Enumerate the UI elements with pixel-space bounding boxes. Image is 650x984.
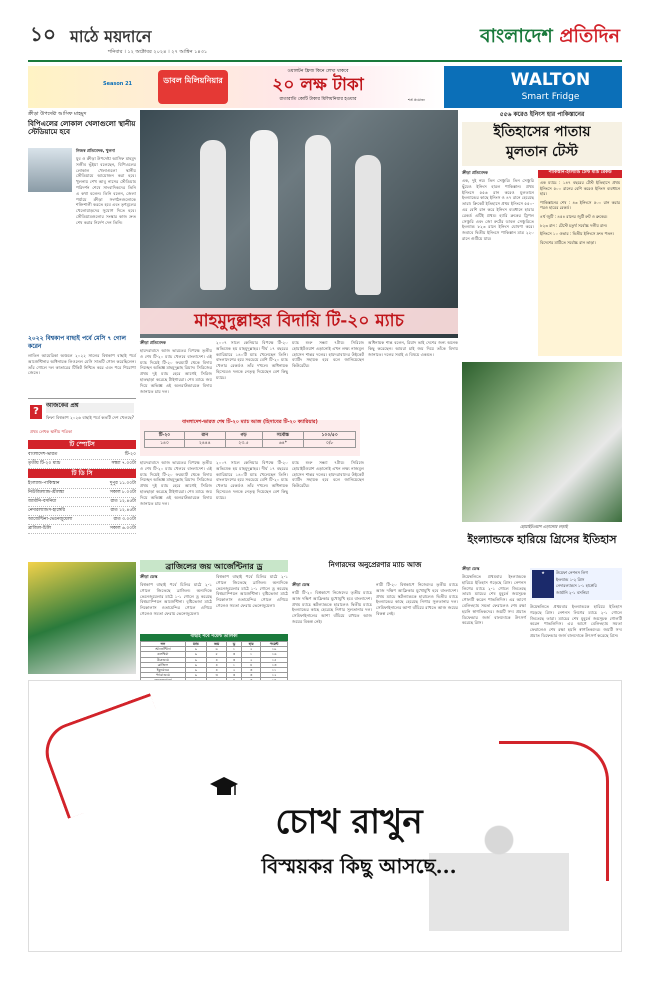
quiz-box [28, 398, 136, 438]
points-table-header: জয় [207, 642, 227, 647]
pakistan-body: এক, দুই নয়। তিন সেঞ্চুরি। তিন সেঞ্চুরি ছুঁয়েও ইনিংস হারল পাকিস্তান। প্রথম ইনিংসে ৫৫৬ রান করেও মুলতানে ইংল্যান্ডের কাছে ইনিংস ও ৪৭ রানে হেরেছে তারা। ক্রিকেট ইতিহাসে প্রথম ইনিংসে ৫৫০-এর বেশি রান করে ইনিংস ব্যবধানে হারার রেকর্ড এটিই প্রথম। হ্যারি ব্রুকের ট্রিপল সেঞ্চুরি এবং জো রুটের ডাবল সেঞ্চুরিতে ইংল্যান্ড ৮২৩ রানে ইনিংস ঘোষণা করে। জবাবে দ্বিতীয় ইনিংসে পাকিস্তান মাত্র ২২০ রানে গুটিয়ে যায়। [462, 178, 536, 241]
ad-note: শর্ত প্রযোজ্য [408, 98, 426, 102]
pakistan-headline[interactable] [462, 122, 622, 166]
nigar-body: নারী টি-২০ বিশ্বকাপে নিজেদের তৃতীয় ম্যাচে আজ দক্ষিণ আফ্রিকার মুখোমুখি হবে বাংলাদেশ। প্রথম ম্যাচে স্কটল্যান্ডকে হারালেও দ্বিতীয় ম্যাচে ইংল্যান্ডের কাছে হেরেছে নিগার সুলতানার দল। সেমিফাইনালের আশা বাঁচিয়ে রাখতে আজ জয়ের বিকল্প নেই। [292, 590, 374, 624]
points-table-cell: প্যারাগুয়ে [141, 673, 186, 678]
points-table-header: ম্যাচ [185, 642, 206, 647]
messi-headline[interactable]: ২০২২ বিশ্বকাপ বাছাই পর্বে মেসি ৭ গোল করেন [28, 335, 126, 350]
photo-figure-1 [200, 140, 226, 290]
tv-row-match: বাংলাদেশ-ভারত [28, 452, 58, 457]
points-table-cell: ৯ [185, 662, 206, 667]
tv-row [28, 498, 136, 507]
ad-badge [158, 70, 228, 104]
points-table-cell: ৯ [185, 673, 206, 678]
tv-row-match: নিউজিল্যান্ড-শ্রীলঙ্কা [28, 490, 65, 495]
points-table [140, 641, 288, 684]
tv-row [28, 489, 136, 498]
career-table-cell: ২৩.৫ [225, 440, 262, 448]
ad-headline: ২০ লক্ষ টাকা [272, 75, 364, 95]
logo-part2: প্রতিদিন [559, 25, 620, 47]
photo-figure-3 [305, 135, 331, 290]
tv-title-2: টি ডি সি [28, 469, 136, 478]
career-table-header: সর্বোচ্চ [262, 432, 304, 440]
mahmudullah-photo [140, 110, 458, 338]
header-rule [28, 60, 622, 62]
points-table-cell: ১ [227, 647, 242, 652]
bottom-ad-line2: বিস্ময়কর কিছু আসছে... [261, 854, 457, 878]
tv-row [28, 451, 136, 460]
ad-badge-season: Season 21 [103, 81, 133, 87]
pakistan-headline-2: মুলতান টেস্ট [505, 144, 578, 160]
newspaper-logo[interactable] [450, 25, 620, 60]
tv-row-time: রাত ১২.৪৫টা [110, 499, 136, 504]
career-table-cell: ৬৪* [262, 440, 304, 448]
nigar-headline[interactable]: নিগারদের অনুপ্রেরণার ম্যাচ আজ [328, 560, 422, 569]
career-table-header: টি-২০ [145, 432, 185, 440]
points-table-cell: ৪ [207, 657, 227, 662]
tv-row-time: রাত ১২.৪৫টা [110, 508, 136, 513]
pakistan-kicker: ৫৫৬ করেও ইনিংস হার পাকিস্তানের [499, 111, 585, 118]
points-table-cell: ১৩ [261, 662, 288, 667]
tv-row-time: দুপুর ১১.০০টা [109, 481, 136, 486]
mahmudullah-body-6: ২০০৭ সালে কেনিয়ার বিপক্ষে টি-২০ অভিষেক হয় মাহমুদুল্লাহর। দীর্ঘ ১৭ বছরের ক্যারিয়ারে ১৪০টি ম্যাচ খেলেছেন তিনি। বাংলাদেশের হয়ে সবচেয়ে বেশি টি-২০ ম্যাচ খেলার রেকর্ডও তাঁর দখলে। অধিনায়ক হিসেবেও দলকে নেতৃত্ব দিয়েছেন বেশ কিছু ম্যাচে। [216, 460, 290, 500]
pakistan-record-items [540, 180, 620, 354]
brazil-headline[interactable]: ব্রাজিলের জয় আর্জেন্টিনার ড্র [140, 560, 288, 572]
tv-row [28, 460, 136, 469]
points-table-header: ড্র [227, 642, 242, 647]
points-table-cell: ব্রাজিল [141, 662, 186, 667]
tv-row [28, 516, 136, 525]
career-table-cell: ০/৮ [304, 440, 356, 448]
tv-rows-2 [28, 480, 136, 560]
left-story-byline: নিজস্ব প্রতিবেদক, খুলনা [76, 148, 115, 153]
mahmudullah-body-2: ২০০৭ সালে কেনিয়ার বিপক্ষে টি-২০ অভিষেক হয় মাহমুদুল্লাহর। দীর্ঘ ১৭ বছরের ক্যারিয়ারে ১৪০টি ম্যাচ খেলেছেন তিনি। বাংলাদেশের হয়ে সবচেয়ে বেশি টি-২০ ম্যাচ খেলার রেকর্ডও তাঁর দখলে। অধিনায়ক হিসেবেও দলকে নেতৃত্ব দিয়েছেন বেশ কিছু ম্যাচে। [216, 340, 290, 380]
greece-result-line: নেদারল্যান্ডস ১-১ হাঙ্গেরি [556, 583, 597, 588]
quiz-label: আজকের প্রশ্ন [46, 403, 134, 413]
pakistan-record-item: পাকিস্তানের শেষ : ৪৩ ইনিংসে ৫০০ রান করার পরও হারের রেকর্ড। [540, 199, 620, 211]
points-table-cell: ৯ [185, 657, 206, 662]
tv-row-match: তৃতীয় টি-২০ ম্যাচ [28, 461, 61, 466]
points-table-cell: ৯ [185, 652, 206, 657]
points-table-header: দল [141, 642, 186, 647]
photo-caption: হোয়াইটওয়াশ এড়ানোর লড়াই [520, 524, 568, 529]
tv-row-match: জার্মানি-বসনিয়া [28, 499, 57, 504]
points-table-cell: ১৯ [261, 647, 288, 652]
pakistan-record-item: ৮২৩ রান : টেস্টে চতুর্থ সর্বোচ্চ দলীয় রান। [540, 222, 608, 228]
greece-headline[interactable]: ইংল্যান্ডকে হারিয়ে গ্রিসের ইতিহাস [467, 533, 617, 546]
section-title: মাঠে ময়দানে [70, 27, 152, 46]
greece-body-2: উয়েম্বলিতে প্রথমবার ইংল্যান্ডকে হারিয়ে ইতিহাস গড়েছে গ্রিস। নেশনস লিগের ম্যাচে ২-১ গোলে জিতেছে তারা। ম্যাচের শেষ মুহূর্তে জয়সূচক গোলটি করেন পাভলিদিস। এর আগে বেলিংহ্যাম সমতা ফেরালেও শেষ রক্ষা হয়নি স্বাগতিকদের। জয়টি সদ্য প্রয়াত ডিফেন্ডার জর্জ বালদোকে উৎসর্গ করেছে গ্রিস। [530, 604, 624, 638]
tv-schedule [28, 440, 136, 560]
ad-tagline: ওয়ালটন ফ্রিজ কিনে লেখা থাকবে [287, 69, 349, 74]
left-story-headline[interactable]: বিপিএলের লোকাল খেলাগুলো স্থানীয় স্টেডিয়ামে হবে [28, 119, 136, 136]
ad-brand: WALTON [510, 70, 591, 90]
tv-row-time: সকাল ৬.০০টা [109, 526, 136, 531]
tv-row-time: সকাল ৮.০০টা [109, 490, 136, 495]
points-table-cell: ১৬ [261, 652, 288, 657]
left-story [28, 112, 136, 332]
points-table-cell: ৬ [207, 647, 227, 652]
greece-result-line: জার্মানি ২-১ বসনিয়া [556, 589, 589, 595]
ad-product: Smart Fridge [521, 92, 580, 102]
tv-row [28, 507, 136, 516]
quiz-question: ফিফা বিশ্বকাপ ২০২৬ বাছাই পর্বে কতটি দেশ খেলছে? [46, 415, 134, 420]
bottom-advertisement[interactable] [28, 680, 622, 952]
points-table-cell: ৫ [207, 652, 227, 657]
points-table-cell: আর্জেন্টিনা [141, 647, 186, 652]
greece-byline: ক্রীড়া ডেস্ক [462, 566, 480, 571]
greece-result-line: ইংল্যান্ড ১-২ গ্রিস [556, 576, 585, 582]
tv-title-1: টি স্পোর্টস [28, 440, 136, 449]
points-table-cell: ৯ [185, 668, 206, 673]
england-team-photo [462, 362, 622, 522]
tv-rows-1 [28, 451, 136, 467]
brazil-body-2: বিশ্বকাপ বাছাই পর্বে চিলির মাঠে ২-১ গোলে জিতেছে ব্রাজিল। অন্যদিকে ভেনেজুয়েলার মাঠে ১-১ গোলে ড্র করেছে বিশ্বচ্যাম্পিয়ন আর্জেন্টিনা। বৃষ্টিভেজা মাঠে নিকোলাস ওতামেন্দির গোলে এগিয়ে গেলেও সমতা ফেরায় ভেনেজুয়েলা। [216, 574, 290, 608]
question-icon: ? [30, 405, 42, 419]
points-table-cell: উরুগুয়ে [141, 657, 186, 662]
points-table-cell: ৩ [227, 657, 242, 662]
points-table-cell: ৩ [242, 668, 261, 673]
greece-result-lines [556, 570, 620, 598]
points-table-header: পয়েন্ট [261, 642, 288, 647]
tv-row-time: রাত ৩.০০টা [113, 517, 136, 522]
career-table-cell: ২৪৪৪ [185, 440, 226, 448]
points-table-cell: ৪ [207, 662, 227, 667]
pakistan-record-box [538, 170, 622, 356]
decor-red-stroke-left [37, 693, 181, 819]
points-table-cell: ১ [242, 652, 261, 657]
points-table-cell: ৩ [242, 673, 261, 678]
points-table-cell: ৩ [227, 652, 242, 657]
points-table-cell: ৯ [185, 647, 206, 652]
career-table-header: রান [185, 432, 226, 440]
brazil-photo [28, 562, 136, 674]
left-story-kicker: ক্রীড়া উপদেষ্টা আসিফ মাহমুদ [28, 111, 87, 117]
nigar-byline: ক্রীড়া ডেস্ক [292, 582, 310, 587]
tv-row [28, 525, 136, 534]
points-table-cell: ২ [227, 668, 242, 673]
mahmudullah-headline[interactable]: মাহমুদুল্লাহর বিদায়ি টি-২০ ম্যাচ [140, 308, 458, 334]
tv-row [28, 480, 136, 489]
points-table-cell: ইকুয়েডর [141, 668, 186, 673]
points-table-cell: ২ [242, 657, 261, 662]
messi-body: লাতিন আমেরিকা অঞ্চলে ২০২২ সালের বিশ্বকাপ বাছাই পর্বে আর্জেন্টিনার অধিনায়ক লিওনেল মেসি সাতটি গোল করেছিলেন। তাঁর গোলে দল কাতারের টিকিট নিশ্চিত করে এবং পরে শিরোপা জেতে। [28, 353, 138, 376]
career-table [144, 431, 356, 448]
tv-row-match: আর্জেন্টিনা-ভেনেজুয়েলা [28, 517, 73, 522]
brazil-byline: ক্রীড়া ডেস্ক [140, 574, 158, 579]
pakistan-byline: ক্রীড়া প্রতিবেদক [462, 170, 488, 175]
mahmudullah-byline: ক্রীড়া প্রতিবেদক [140, 340, 166, 345]
mahmudullah-body-4: অধিনায়ক শান্ত বলেন, রিয়াদ ভাই দেশের জন্য অনেক কিছু করেছেন। আমরা চাই জয় দিয়ে তাঁকে বিদায় জানাতে। দলের সবাই এ বিষয়ে একমত। [368, 340, 460, 357]
points-table-cell: ১৫ [261, 657, 288, 662]
points-table-cell: ৪ [242, 662, 261, 667]
career-table-header: গড় [225, 432, 262, 440]
page-number: ১০ [30, 22, 56, 46]
greece-body: উয়েম্বলিতে প্রথমবার ইংল্যান্ডকে হারিয়ে ইতিহাস গড়েছে গ্রিস। নেশনস লিগের ম্যাচে ২-১ গোলে জিতেছে তারা। ম্যাচের শেষ মুহূর্তে জয়সূচক গোলটি করেন পাভলিদিস। এর আগে বেলিংহ্যাম সমতা ফেরালেও শেষ রক্ষা হয়নি স্বাগতিকদের। জয়টি সদ্য প্রয়াত ডিফেন্ডার জর্জ বালদোকে উৎসর্গ করেছে গ্রিস। [462, 574, 528, 626]
career-table-title: বাংলাদেশ-ভারত শেষ টি-২০ ম্যাচ আজ (হিসাবের টি-২০ ক্যারিয়ার) [182, 419, 318, 425]
logo-part1: বাংলাদেশ [479, 25, 553, 47]
ad-badge-text: ডাবল মিলিয়নিয়ার [163, 76, 223, 85]
nigar-body-2: নারী টি-২০ বিশ্বকাপে নিজেদের তৃতীয় ম্যাচে আজ দক্ষিণ আফ্রিকার মুখোমুখি হবে বাংলাদেশ। প্রথম ম্যাচে স্কটল্যান্ডকে হারালেও দ্বিতীয় ম্যাচে ইংল্যান্ডের কাছে হেরেছে নিগার সুলতানার দল। সেমিফাইনালের আশা বাঁচিয়ে রাখতে আজ জয়ের বিকল্প নেই। [376, 582, 460, 616]
tv-row-match: ইংল্যান্ড-পাকিস্তান [28, 481, 60, 486]
photo-figure-4 [355, 155, 381, 295]
tv-row-time: সন্ধ্যা ৭.০০টা [111, 461, 136, 466]
career-table-header: ১০০/৫০ [304, 432, 356, 440]
career-table-cell: ১৪০ [145, 440, 185, 448]
tv-row-match: ব্রাজিল-চিলি [28, 526, 52, 531]
mahmudullah-body-7: ম্যাচ শুরু সন্ধ্যা ৭টায়। সিরিজে হোয়াইটওয়াশ এড়ানোই এখন লক্ষ্য নাজমুল হোসেন শান্তর দলের। হায়দরাবাদের উইকেট ব্যাটিং সহায়ক হবে বলে জানিয়েছেন কিউরেটর। [292, 460, 366, 489]
points-table-header: হার [242, 642, 261, 647]
points-table-cell: ৩ [227, 673, 242, 678]
photo-figure-2 [250, 130, 278, 290]
points-table-cell: ২ [242, 647, 261, 652]
brazil-body: বিশ্বকাপ বাছাই পর্বে চিলির মাঠে ২-১ গোলে জিতেছে ব্রাজিল। অন্যদিকে ভেনেজুয়েলার মাঠে ১-১ গোলে ড্র করেছে বিশ্বচ্যাম্পিয়ন আর্জেন্টিনা। বৃষ্টিভেজা মাঠে নিকোলাস ওতামেন্দির গোলে এগিয়ে গেলেও সমতা ফেরায় ভেনেজুয়েলা। [140, 582, 214, 616]
left-story-body: যুব ও ক্রীড়া উপদেষ্টা আসিফ মাহমুদ সজীব ভূঁইয়া বলেছেন, বিপিএলের লোকাল খেলাগুলো স্থানীয় স্টেডিয়ামে আয়োজন করা হবে। খুলনায় শেখ আবু নাসের স্টেডিয়াম পরিদর্শন শেষে সাংবাদিকদের তিনি এ কথা বলেন। তিনি বলেন, জেলা পর্যায়ে ক্রীড়া সংগঠনগুলোকে শক্তিশালী করতে হবে এবং তৃণমূলের খেলোয়াড়দের সুযোগ দিতে হবে। স্টেডিয়ামগুলোর সংস্কার কাজ দ্রুত শেষ করার নির্দেশ দেন তিনি। [76, 156, 138, 225]
points-table-cell: ৩ [207, 673, 227, 678]
tv-row-time: টি-২০ [124, 452, 136, 457]
mahmudullah-body-1: হায়দরাবাদে আজ ভারতের বিপক্ষে তৃতীয় ও শেষ টি-২০ ম্যাচ খেলবে বাংলাদেশ। এই ম্যাচ দিয়েই টি-২০ ফরম্যাট থেকে বিদায় নিচ্ছেন অভিজ্ঞ মাহমুদুল্লাহ রিয়াদ। সিরিজের প্রথম দুই ম্যাচ হেরে আগেই সিরিজ হাতছাড়া করেছে টাইগাররা। শেষ ম্যাচে জয় দিয়ে অভিজ্ঞ এই অলরাউন্ডারকে বিদায় জানাতে চায় দল। [140, 348, 214, 394]
greece-result-box [530, 568, 622, 600]
pakistan-record-item: বিদেশের মাটিতে সর্বোচ্চ রান তাড়া। [540, 239, 596, 245]
points-table-cell: ৪ [207, 668, 227, 673]
mahmudullah-body-5: হায়দরাবাদে আজ ভারতের বিপক্ষে তৃতীয় ও শেষ টি-২০ ম্যাচ খেলবে বাংলাদেশ। এই ম্যাচ দিয়েই টি-২০ ফরম্যাট থেকে বিদায় নিচ্ছেন অভিজ্ঞ মাহমুদুল্লাহ রিয়াদ। সিরিজের প্রথম দুই ম্যাচ হেরে আগেই সিরিজ হাতছাড়া করেছে টাইগাররা। শেষ ম্যাচে জয় দিয়ে অভিজ্ঞ এই অলরাউন্ডারকে বিদায় জানাতে চায় দল। [140, 460, 214, 506]
pakistan-record-item: ইনিংসে ১০ ওভার : দ্বিতীয় ইনিংসে দ্রুত পতন। [540, 231, 614, 237]
pakistan-record-title: পাকিস্তান-ইংল্যান্ড টেস্ট ম্যাচ রেকর্ড [538, 170, 622, 178]
pakistan-record-item: ৪র্থ জুটি : ৪৫৪ রানের জুটি রুট ও ব্রুকের। [540, 213, 608, 219]
tv-row-match: নেদারল্যান্ডস-হাঙ্গেরি [28, 508, 66, 513]
greece-result-line: উয়েফা নেশনস লিগ [556, 570, 588, 575]
top-advertisement[interactable] [28, 66, 622, 108]
points-table-cell: ১ [227, 662, 242, 667]
points-table-box [140, 634, 288, 678]
points-table-cell: ১২ [261, 673, 288, 678]
ad-tagline2: রাতারাতি কোটি টাকার মিলিয়নিয়ার হওয়ার [279, 97, 357, 102]
bottom-ad-line1: চোখ রাখুন [275, 802, 423, 842]
points-table-cell: কলম্বিয়া [141, 652, 186, 657]
date-line: শনিবার । ১২ অক্টোবর ২০২৪ । ২৭ আশ্বিন ১৪৩১ [108, 49, 208, 55]
mahmudullah-body-3: ম্যাচ শুরু সন্ধ্যা ৭টায়। সিরিজে হোয়াইটওয়াশ এড়ানোই এখন লক্ষ্য নাজমুল হোসেন শান্তর দলের। হায়দরাবাদের উইকেট ব্যাটিং সহায়ক হবে বলে জানিয়েছেন কিউরেটর। [292, 340, 366, 369]
career-table-box [140, 420, 360, 456]
nations-league-icon: ★ [532, 570, 554, 598]
pakistan-headline-1: ইতিহাসের পাতায় [493, 124, 591, 140]
messi-story [28, 335, 136, 395]
left-story-photo [28, 148, 72, 192]
quiz-note: প্রথম লেখক স্থানীয় পত্রিকা [30, 429, 73, 434]
pakistan-record-item: এক ম্যাচে : ১৪৭ বছরের টেস্ট ইতিহাসে প্রথম ইনিংসে ৫০০ রানের বেশি করেও ইনিংস ব্যবধানে হার। [540, 180, 620, 197]
points-table-cell: ১১ [261, 668, 288, 673]
points-table-title: বাছাই পর্বে পয়েন্ট তালিকা [140, 634, 288, 641]
